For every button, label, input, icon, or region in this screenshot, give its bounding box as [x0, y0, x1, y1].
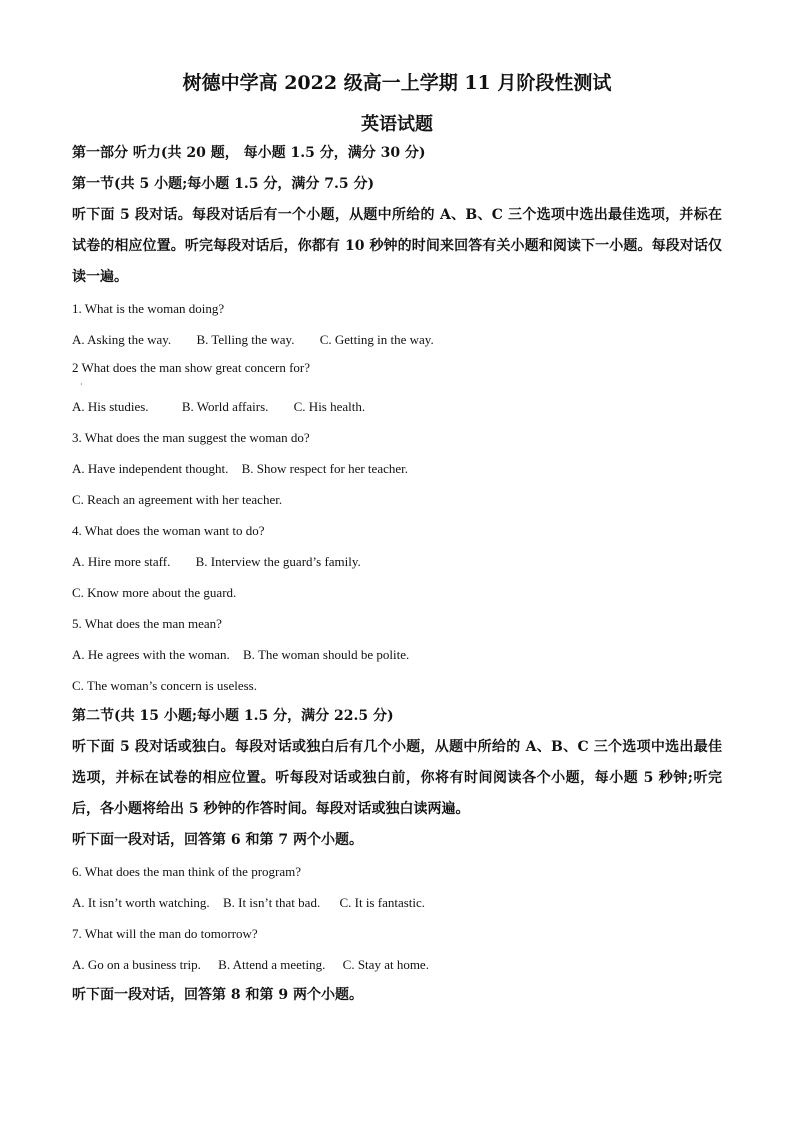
option-c: C. It is fantastic.: [339, 895, 426, 910]
question-2-options: [72, 391, 722, 422]
question-3: 3. What does the man suggest the woman do?: [72, 430, 310, 445]
option-a: A. His studies.: [72, 399, 149, 414]
question-4-options: [72, 546, 722, 577]
question-2: 2 What does the man show great concern for?: [72, 360, 311, 375]
question-4: 4. What does the woman want to do?: [72, 523, 265, 538]
option-a: A. Go on a business trip.: [72, 957, 201, 972]
question-7: 7. What will the man do tomorrow?: [72, 926, 258, 941]
exam-title: 树德中学高 2022 级高一上学期 11 月阶段性测试: [182, 72, 612, 94]
option-b: B. Interview the guard’s family.: [195, 554, 361, 569]
question-3-options: [72, 453, 722, 484]
stray-dot: ·: [80, 380, 83, 389]
option-a: A. He agrees with the woman.: [72, 647, 230, 662]
group1-heading: 听下面一段对话，回答第 6 和第 7 两个小题。: [72, 832, 363, 848]
question-6-options: [72, 887, 722, 918]
option-b: B. Show respect for her teacher.: [241, 461, 408, 476]
option-c: C. His health.: [293, 399, 366, 414]
question-7-options: [72, 949, 722, 980]
question-1: 1. What is the woman doing?: [72, 301, 225, 316]
option-b: B. World affairs.: [181, 399, 269, 414]
exam-subtitle: 英语试题: [361, 114, 433, 135]
option-a: A. Asking the way.: [72, 332, 172, 347]
option-a: A. Have independent thought.: [72, 461, 229, 476]
option-b: B. Attend a meeting.: [218, 957, 326, 972]
question-6: 6. What does the man think of the program?: [72, 864, 302, 879]
option-b: B. It isn’t that bad.: [222, 895, 321, 910]
section2-heading: 第二节(共 15 小题;每小题 1.5 分，满分 22.5 分): [72, 708, 394, 724]
section1-instructions: 听下面 5 段对话。每段对话后有一个小题，从题中所给的 A、B、C 三个选项中选出最佳选项，并标在试卷的相应位置。听完每段对话后，你都有 10 秒钟的时间来回答有关小题和阅读下一小题。每段对话仅读一遍。: [72, 207, 722, 285]
option-c: C. The woman’s concern is useless.: [72, 678, 257, 693]
option-b: B. Telling the way.: [196, 332, 295, 347]
question-5: 5. What does the man mean?: [72, 616, 222, 631]
option-c: C. Know more about the guard.: [72, 585, 237, 600]
exam-page: [72, 70, 722, 1011]
section1-heading: 第一节(共 5 小题;每小题 1.5 分，满分 7.5 分): [72, 176, 375, 192]
part1-heading: 第一部分 听力(共 20 题， 每小题 1.5 分，满分 30 分): [72, 145, 426, 161]
group2-heading: 听下面一段对话，回答第 8 和第 9 两个小题。: [72, 987, 363, 1003]
option-a: A. It isn’t worth watching.: [72, 895, 210, 910]
question-1-options: [72, 324, 722, 355]
question-5-options: [72, 639, 722, 670]
option-c: C. Getting in the way.: [319, 332, 434, 347]
option-c: C. Reach an agreement with her teacher.: [72, 492, 283, 507]
section2-instructions: 听下面 5 段对话或独白。每段对话或独白后有几个小题，从题中所给的 A、B、C 三个选项中选出最佳选项，并标在试卷的相应位置。听每段对话或独白前，你将有时间阅读各个小题，每小题 5 秒钟;听完后，各小题将给出 5 秒钟的作答时间。每段对话或独白读两遍。: [72, 739, 722, 817]
option-a: A. Hire more staff.: [72, 554, 171, 569]
option-c: C. Stay at home.: [342, 957, 429, 972]
option-b: B. The woman should be polite.: [243, 647, 410, 662]
